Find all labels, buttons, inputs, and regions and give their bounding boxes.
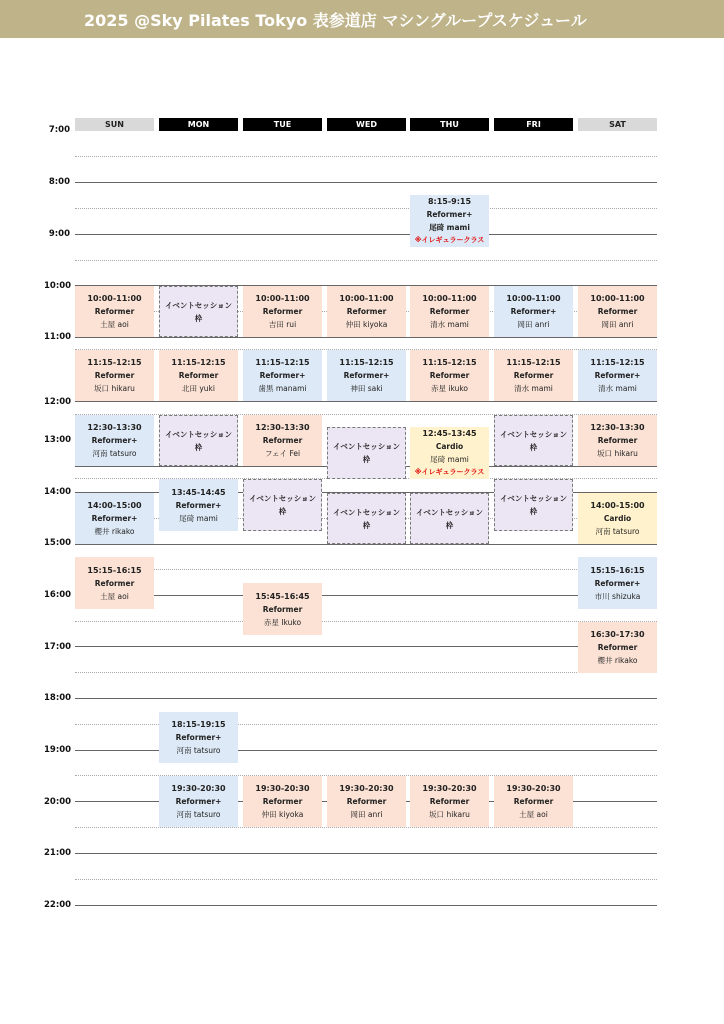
session-type: Reformer (94, 307, 135, 316)
session-block[interactable] (327, 350, 406, 401)
session-teacher: 尾碕 mami (179, 513, 218, 523)
header-bar (0, 0, 724, 38)
grid-line (75, 672, 657, 673)
time-label: 20:00 (44, 797, 72, 807)
time-label: 12:00 (44, 397, 72, 407)
session-block[interactable] (494, 286, 573, 337)
time-label: 7:00 (48, 125, 70, 135)
session-time: 15:45-16:45 (255, 591, 310, 601)
session-block[interactable] (159, 479, 238, 531)
session-block[interactable] (75, 493, 154, 544)
session-type: Reformer (429, 371, 470, 380)
grid-line (75, 260, 657, 261)
session-type: Cardio (603, 514, 632, 523)
session-block[interactable] (75, 557, 154, 609)
session-time: 10:00-11:00 (590, 294, 645, 303)
session-teacher: 神田 saki (350, 384, 383, 393)
session-type: Reformer (597, 307, 638, 316)
day-header-sun: SUN (75, 118, 154, 131)
event-label-sub: 枠 (194, 442, 203, 452)
event-label: イベントセッション (332, 507, 401, 517)
session-time: 19:30-20:30 (255, 784, 310, 793)
page-title: 2025 @Sky Pilates Tokyo 表参道店 マシングループスケジュール (84, 11, 587, 30)
event-label-sub: 枠 (194, 313, 203, 323)
session-block[interactable] (578, 557, 657, 609)
session-block[interactable] (494, 350, 573, 401)
session-block[interactable] (243, 776, 322, 827)
session-block[interactable] (578, 350, 657, 401)
session-time: 12:30-13:30 (255, 423, 310, 432)
session-time: 10:00-11:00 (87, 294, 142, 303)
session-type: Reformer (346, 307, 387, 316)
session-teacher: 赤星 Ikuko (263, 617, 302, 627)
session-teacher: 赤星 ikuko (431, 384, 468, 393)
session-teacher: 岡田 anri (350, 810, 383, 819)
session-time: 10:00-11:00 (422, 294, 477, 303)
session-type: Reformer+ (91, 436, 138, 445)
session-teacher: 尾碕 mami (430, 455, 469, 464)
session-teacher: 仲田 kiyoka (345, 320, 388, 329)
session-block[interactable] (243, 286, 322, 337)
session-block[interactable] (410, 427, 489, 479)
event-label: イベントセッション (164, 300, 233, 310)
session-teacher: 岡田 anri (517, 320, 550, 329)
grid-line (75, 182, 657, 183)
event-session-block[interactable] (327, 493, 406, 544)
event-session-block[interactable] (327, 427, 406, 479)
session-type: Reformer (262, 436, 303, 445)
session-block[interactable] (75, 286, 154, 337)
event-session-block[interactable] (494, 479, 573, 531)
time-label: 14:00 (44, 487, 72, 497)
time-label: 16:00 (44, 590, 72, 600)
time-label: 11:00 (44, 332, 72, 342)
session-type: Reformer+ (91, 514, 138, 523)
session-teacher: 市川 shizuka (594, 591, 641, 601)
session-block[interactable] (327, 776, 406, 827)
day-header-sat: SAT (578, 118, 657, 131)
session-type: Reformer+ (343, 371, 390, 380)
session-type: Reformer (597, 643, 638, 652)
event-label: イベントセッション (499, 429, 568, 439)
grid-line (75, 156, 657, 157)
session-block[interactable] (578, 493, 657, 544)
session-teacher: 櫻井 rikako (94, 527, 135, 536)
session-type: Reformer (513, 371, 554, 380)
session-type: Reformer (94, 371, 135, 380)
session-time: 19:30-20:30 (422, 784, 477, 793)
session-block[interactable] (243, 583, 322, 635)
session-time: 15:15-16:15 (590, 565, 645, 575)
grid-line (75, 698, 657, 699)
session-block[interactable] (159, 712, 238, 763)
time-label: 21:00 (44, 848, 72, 858)
session-block[interactable] (327, 286, 406, 337)
session-teacher: 土屋 aoi (519, 810, 548, 819)
session-type: Reformer+ (426, 210, 473, 219)
session-type: Reformer (597, 436, 638, 445)
session-time: 8:15-9:15 (427, 197, 472, 206)
grid-line (75, 569, 657, 570)
session-type: Reformer+ (594, 371, 641, 380)
session-teacher: 清水 mami (514, 384, 553, 393)
event-label-sub: 枠 (445, 520, 454, 530)
event-label-sub: 枠 (362, 520, 371, 530)
session-type: Reformer (262, 797, 303, 806)
event-session-block[interactable] (159, 286, 238, 337)
grid-line (75, 621, 657, 622)
session-block[interactable] (75, 350, 154, 401)
session-time: 19:30-20:30 (171, 784, 226, 793)
session-block[interactable] (410, 350, 489, 401)
session-time: 10:00-11:00 (255, 294, 310, 303)
session-teacher: 清水 mami (430, 320, 469, 329)
session-type: Reformer (429, 307, 470, 316)
session-type: Cardio (435, 442, 464, 451)
grid-line (75, 853, 657, 854)
time-label: 8:00 (48, 177, 70, 187)
session-time: 18:15-19:15 (171, 720, 226, 729)
session-time: 14:00-15:00 (87, 501, 142, 510)
event-label: イベントセッション (164, 429, 233, 439)
session-time: 13:45-14:45 (171, 487, 226, 497)
session-time: 12:30-13:30 (590, 423, 645, 432)
session-teacher: 坂口 hikaru (94, 384, 135, 393)
session-block[interactable] (578, 415, 657, 466)
grid-line (75, 337, 657, 338)
session-time: 11:15-12:15 (422, 358, 477, 367)
grid-line (75, 827, 657, 828)
time-label: 18:00 (44, 693, 72, 703)
day-header-thu: THU (410, 118, 489, 131)
time-label: 15:00 (44, 538, 72, 548)
event-session-block[interactable] (410, 493, 489, 544)
session-type: Reformer (513, 797, 554, 806)
session-type: Reformer (262, 307, 303, 316)
time-label: 13:00 (44, 435, 72, 445)
session-time: 10:00-11:00 (339, 294, 394, 303)
event-label-sub: 枠 (529, 507, 538, 516)
session-block[interactable] (159, 350, 238, 401)
time-label: 10:00 (44, 281, 72, 291)
session-block[interactable] (410, 776, 489, 827)
session-type: Reformer (94, 578, 135, 588)
event-label-sub: 枠 (362, 455, 371, 464)
session-time: 10:00-11:00 (506, 294, 561, 303)
session-type: Reformer (178, 371, 219, 380)
irregular-note: ※イレギュラークラス (414, 468, 485, 476)
session-time: 11:15-12:15 (87, 358, 142, 367)
day-header-wed: WED (327, 118, 406, 131)
session-type: Reformer (429, 797, 470, 806)
grid-line (75, 401, 657, 402)
session-teacher: 河南 tatsuro (176, 746, 221, 755)
session-block[interactable] (410, 286, 489, 337)
session-time: 11:15-12:15 (590, 358, 645, 367)
session-type: Reformer (262, 604, 303, 614)
session-teacher: 清水 mami (598, 384, 637, 393)
session-block[interactable] (159, 776, 238, 827)
session-type: Reformer+ (175, 733, 222, 742)
session-time: 15:15-16:15 (87, 565, 142, 575)
session-teacher: 土屋 aoi (100, 591, 129, 601)
session-type: Reformer+ (175, 500, 222, 510)
session-type: Reformer+ (259, 371, 306, 380)
session-teacher: 土屋 aoi (100, 320, 129, 329)
event-label: イベントセッション (248, 494, 317, 503)
time-label: 19:00 (44, 745, 72, 755)
session-time: 14:00-15:00 (590, 501, 645, 510)
session-teacher: 河南 tatsuro (595, 527, 640, 536)
time-label: 9:00 (48, 229, 70, 239)
session-teacher: 坂口 hikaru (597, 449, 638, 458)
session-teacher: 河南 tatsuro (176, 810, 221, 819)
event-session-block[interactable] (243, 479, 322, 531)
session-block[interactable] (494, 776, 573, 827)
event-label: イベントセッション (415, 507, 484, 517)
session-time: 11:15-12:15 (171, 358, 226, 367)
session-teacher: 仲田 kiyoka (261, 810, 304, 819)
event-label-sub: 枠 (278, 507, 287, 516)
session-time: 19:30-20:30 (339, 784, 394, 793)
session-teacher: 岡田 anri (601, 320, 634, 329)
session-time: 19:30-20:30 (506, 784, 561, 793)
event-session-block[interactable] (159, 415, 238, 466)
session-block[interactable] (243, 350, 322, 401)
session-block[interactable] (410, 195, 489, 247)
session-time: 11:15-12:15 (506, 358, 561, 367)
session-teacher: 河南 tatsuro (92, 449, 137, 458)
event-session-block[interactable] (494, 415, 573, 466)
grid-line (75, 879, 657, 880)
session-block[interactable] (243, 415, 322, 466)
session-teacher: 歯黒 manami (258, 384, 307, 393)
session-block[interactable] (578, 622, 657, 673)
session-block[interactable] (578, 286, 657, 337)
session-time: 12:30-13:30 (87, 423, 142, 432)
session-teacher: 尾碕 mami (429, 223, 470, 232)
session-teacher: フェイ Fei (264, 449, 301, 458)
session-time: 11:15-12:15 (339, 358, 394, 367)
grid-line (75, 905, 657, 906)
event-label: イベントセッション (499, 494, 568, 503)
grid-line (75, 646, 657, 647)
session-teacher: 櫻井 rikako (597, 656, 638, 665)
session-time: 16:30-17:30 (590, 630, 645, 639)
session-time: 12:45-13:45 (422, 429, 477, 438)
time-label: 17:00 (44, 642, 72, 652)
session-type: Reformer+ (510, 307, 557, 316)
day-header-mon: MON (159, 118, 238, 131)
event-label: イベントセッション (332, 442, 401, 451)
grid-line (75, 544, 657, 545)
day-header-tue: TUE (243, 118, 322, 131)
session-type: Reformer+ (594, 578, 641, 588)
session-time: 11:15-12:15 (255, 358, 310, 367)
session-type: Reformer+ (175, 797, 222, 806)
time-label: 22:00 (44, 900, 72, 910)
session-teacher: 吉田 rui (268, 320, 297, 329)
day-header-fri: FRI (494, 118, 573, 131)
grid-line (75, 234, 657, 235)
grid-line (75, 208, 657, 209)
irregular-note: ※イレギュラークラス (414, 236, 485, 244)
session-teacher: 坂口 hikaru (429, 810, 470, 819)
session-block[interactable] (75, 415, 154, 466)
event-label-sub: 枠 (529, 442, 538, 452)
grid-line (75, 595, 657, 596)
session-type: Reformer (346, 797, 387, 806)
session-teacher: 北田 yuki (181, 384, 215, 393)
